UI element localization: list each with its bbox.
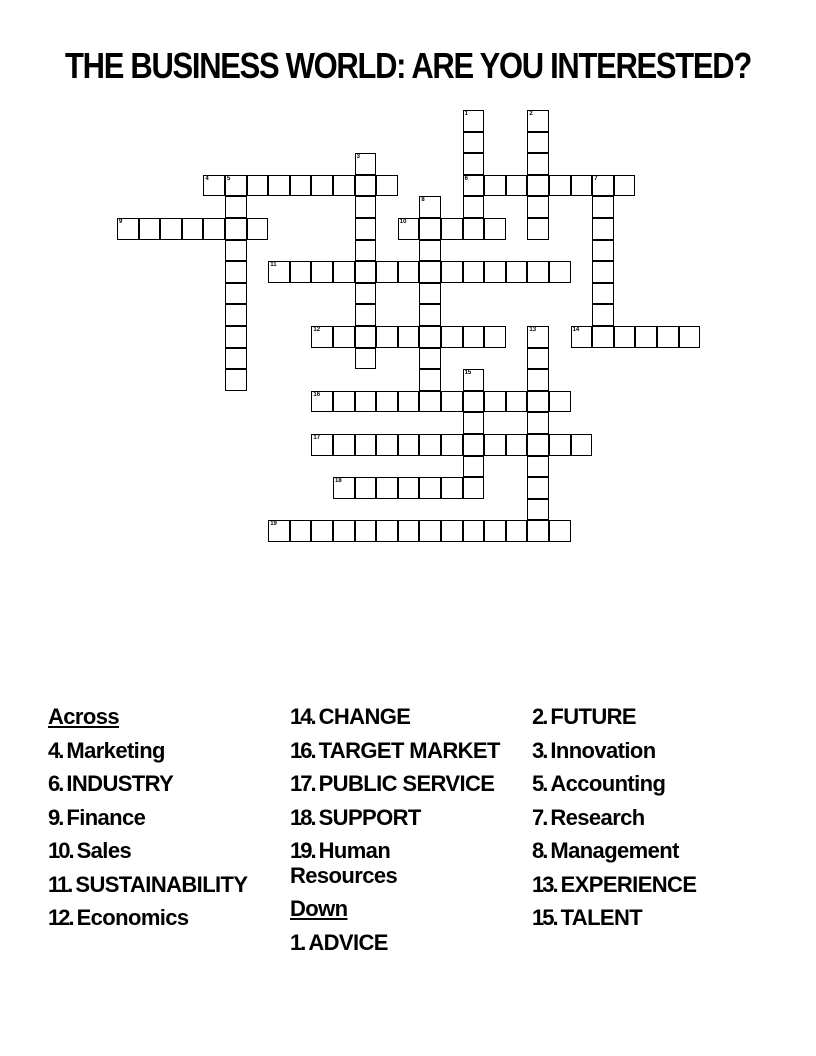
grid-cell[interactable] xyxy=(333,391,355,413)
clue-text: FUTURE xyxy=(550,704,636,729)
clue-text: TARGET MARKET xyxy=(318,737,500,763)
grid-cell[interactable] xyxy=(333,477,355,499)
grid-cell[interactable] xyxy=(463,434,485,456)
clues-column-2 xyxy=(290,700,500,959)
grid-cell[interactable] xyxy=(225,283,247,305)
grid-cell[interactable] xyxy=(657,326,679,348)
grid-cell[interactable] xyxy=(592,196,614,218)
grid-cell[interactable] xyxy=(527,326,549,348)
grid-cell[interactable] xyxy=(419,520,441,542)
grid-cell[interactable] xyxy=(463,218,485,240)
grid-cell[interactable] xyxy=(527,153,549,175)
clue-item xyxy=(290,801,500,835)
cell-number: 8 xyxy=(421,197,425,204)
grid-cell[interactable] xyxy=(139,218,161,240)
grid-cell[interactable] xyxy=(463,520,485,542)
grid-cell[interactable] xyxy=(484,218,506,240)
clue-number: 16. xyxy=(290,737,315,763)
grid-cell[interactable] xyxy=(355,391,377,413)
grid-cell[interactable] xyxy=(182,218,204,240)
grid-cell[interactable] xyxy=(527,132,549,154)
grid-cell[interactable] xyxy=(592,326,614,348)
grid-cell[interactable] xyxy=(398,477,420,499)
clue-number: 10. xyxy=(48,838,73,863)
clue-item xyxy=(532,834,696,868)
grid-cell[interactable] xyxy=(592,175,614,197)
grid-cell[interactable] xyxy=(225,348,247,370)
clue-number: 12. xyxy=(48,905,73,930)
grid-cell[interactable] xyxy=(506,520,528,542)
clue-item xyxy=(48,868,247,902)
grid-cell[interactable] xyxy=(527,175,549,197)
clue-number: 18. xyxy=(290,804,315,830)
clue-text: INDUSTRY xyxy=(66,771,174,796)
clue-number: 9. xyxy=(48,804,63,830)
clue-text: Marketing xyxy=(66,737,165,763)
clue-number: 4. xyxy=(48,737,63,763)
clue-item xyxy=(532,901,696,935)
cell-number: 7 xyxy=(594,175,598,182)
cell-number: 1 xyxy=(464,111,468,117)
grid-cell[interactable] xyxy=(592,261,614,283)
grid-cell[interactable] xyxy=(441,477,463,499)
puzzle-title: THE BUSINESS WORLD: ARE YOU INTERESTED? xyxy=(65,45,751,86)
grid-cell[interactable] xyxy=(376,326,398,348)
grid-cell[interactable] xyxy=(571,175,593,197)
grid-cell[interactable] xyxy=(355,218,377,240)
grid-cell[interactable] xyxy=(484,261,506,283)
grid-cell[interactable] xyxy=(441,434,463,456)
clue-number: 17. xyxy=(290,771,315,796)
grid-cell[interactable] xyxy=(355,240,377,262)
grid-cell[interactable] xyxy=(463,326,485,348)
grid-cell[interactable] xyxy=(527,369,549,391)
grid-cell[interactable] xyxy=(527,499,549,521)
grid-cell[interactable] xyxy=(463,369,485,391)
grid-cell[interactable] xyxy=(484,434,506,456)
clue-text: EXPERIENCE xyxy=(560,871,697,897)
cell-number: 15 xyxy=(464,370,472,377)
grid-cell[interactable] xyxy=(355,175,377,197)
clue-text: ADVICE xyxy=(308,929,388,955)
clue-number: 11. xyxy=(48,871,72,897)
grid-cell[interactable] xyxy=(549,175,571,197)
grid-cell[interactable] xyxy=(592,218,614,240)
grid-cell[interactable] xyxy=(268,175,290,197)
grid-cell[interactable] xyxy=(592,283,614,305)
grid-cell[interactable] xyxy=(398,218,420,240)
grid-cell[interactable] xyxy=(268,520,290,542)
grid-cell[interactable] xyxy=(463,456,485,478)
clue-number: 7. xyxy=(532,804,547,830)
grid-cell[interactable] xyxy=(203,218,225,240)
grid-cell[interactable] xyxy=(592,304,614,326)
grid-cell[interactable] xyxy=(333,261,355,283)
grid-cell[interactable] xyxy=(463,261,485,283)
clue-item xyxy=(48,901,247,935)
clue-number: 6. xyxy=(48,771,63,796)
grid-cell[interactable] xyxy=(441,520,463,542)
clue-item xyxy=(532,801,696,835)
grid-cell[interactable] xyxy=(441,261,463,283)
clue-number: 13. xyxy=(532,871,557,897)
grid-cell[interactable] xyxy=(463,412,485,434)
grid-cell[interactable] xyxy=(311,261,333,283)
clue-number: 19. xyxy=(290,838,315,863)
grid-cell[interactable] xyxy=(571,326,593,348)
grid-cell[interactable] xyxy=(527,412,549,434)
clue-number: 8. xyxy=(532,838,547,863)
grid-cell[interactable] xyxy=(355,153,377,175)
grid-cell[interactable] xyxy=(679,326,701,348)
grid-cell[interactable] xyxy=(506,391,528,413)
grid-cell[interactable] xyxy=(484,326,506,348)
clue-item xyxy=(290,734,500,768)
clue-item xyxy=(48,734,247,768)
grid-cell[interactable] xyxy=(419,218,441,240)
grid-cell[interactable] xyxy=(506,261,528,283)
grid-cell[interactable] xyxy=(419,434,441,456)
grid-cell[interactable] xyxy=(311,175,333,197)
grid-cell[interactable] xyxy=(419,304,441,326)
grid-cell[interactable] xyxy=(355,261,377,283)
clue-item xyxy=(290,834,420,892)
grid-cell[interactable] xyxy=(398,434,420,456)
cell-number: 19 xyxy=(270,521,277,528)
grid-cell[interactable] xyxy=(355,348,377,370)
cell-number: 10 xyxy=(399,219,407,225)
grid-cell[interactable] xyxy=(398,261,420,283)
grid-cell[interactable] xyxy=(463,153,485,175)
grid-cell[interactable] xyxy=(355,520,377,542)
clue-item xyxy=(48,834,247,868)
grid-cell[interactable] xyxy=(376,434,398,456)
grid-cell[interactable] xyxy=(419,261,441,283)
grid-cell[interactable] xyxy=(549,520,571,542)
grid-cell[interactable] xyxy=(527,391,549,413)
grid-cell[interactable] xyxy=(527,261,549,283)
clue-item xyxy=(532,700,696,734)
grid-cell[interactable] xyxy=(549,434,571,456)
grid-cell[interactable] xyxy=(355,283,377,305)
grid-cell[interactable] xyxy=(635,326,657,348)
clue-text: Human Resources xyxy=(290,838,398,888)
grid-cell[interactable] xyxy=(484,175,506,197)
grid-cell[interactable] xyxy=(484,520,506,542)
grid-cell[interactable] xyxy=(290,520,312,542)
grid-cell[interactable] xyxy=(419,283,441,305)
cell-number: 6 xyxy=(464,175,468,182)
grid-cell[interactable] xyxy=(506,434,528,456)
clue-text: SUSTAINABILITY xyxy=(75,871,248,897)
grid-cell[interactable] xyxy=(376,175,398,197)
grid-cell[interactable] xyxy=(592,240,614,262)
clue-item xyxy=(532,868,696,902)
grid-cell[interactable] xyxy=(419,240,441,262)
grid-cell[interactable] xyxy=(571,434,593,456)
clue-number: 2. xyxy=(532,704,547,729)
across-heading: Across xyxy=(48,704,119,729)
clues-column-3 xyxy=(532,700,696,935)
grid-cell[interactable] xyxy=(463,175,485,197)
grid-cell[interactable] xyxy=(290,175,312,197)
grid-cell[interactable] xyxy=(614,175,636,197)
grid-cell[interactable] xyxy=(398,391,420,413)
cell-number: 13 xyxy=(529,327,537,333)
grid-cell[interactable] xyxy=(463,477,485,499)
grid-cell[interactable] xyxy=(419,477,441,499)
clue-number: 3. xyxy=(532,737,547,763)
grid-cell[interactable] xyxy=(160,218,182,240)
cell-number: 16 xyxy=(313,391,321,398)
grid-cell[interactable] xyxy=(225,196,247,218)
clue-text: Economics xyxy=(76,905,189,930)
grid-cell[interactable] xyxy=(355,434,377,456)
cell-number: 12 xyxy=(313,327,321,333)
grid-cell[interactable] xyxy=(419,369,441,391)
grid-cell[interactable] xyxy=(527,348,549,370)
grid-cell[interactable] xyxy=(225,326,247,348)
grid-cell[interactable] xyxy=(203,175,225,197)
clue-text: CHANGE xyxy=(318,704,411,729)
cell-number: 17 xyxy=(313,435,321,441)
grid-cell[interactable] xyxy=(333,326,355,348)
grid-cell[interactable] xyxy=(376,477,398,499)
down-heading: Down xyxy=(290,896,348,921)
grid-cell[interactable] xyxy=(376,391,398,413)
cell-number: 9 xyxy=(119,219,123,225)
clues-column-1 xyxy=(48,700,247,935)
grid-cell[interactable] xyxy=(311,520,333,542)
grid-cell[interactable] xyxy=(506,175,528,197)
clue-item xyxy=(290,700,500,734)
grid-cell[interactable] xyxy=(463,132,485,154)
clue-number: 14. xyxy=(290,704,315,729)
grid-cell[interactable] xyxy=(441,218,463,240)
clue-text: Management xyxy=(550,838,679,863)
clue-item xyxy=(290,926,500,960)
grid-cell[interactable] xyxy=(311,326,333,348)
grid-cell[interactable] xyxy=(355,304,377,326)
grid-cell[interactable] xyxy=(225,175,247,197)
grid-cell[interactable] xyxy=(247,175,269,197)
clue-item xyxy=(290,767,500,801)
grid-cell[interactable] xyxy=(419,391,441,413)
grid-cell[interactable] xyxy=(290,261,312,283)
grid-cell[interactable] xyxy=(614,326,636,348)
grid-cell[interactable] xyxy=(419,348,441,370)
grid-cell[interactable] xyxy=(484,391,506,413)
clue-number: 5. xyxy=(532,771,547,796)
grid-cell[interactable] xyxy=(527,196,549,218)
clue-item xyxy=(48,801,247,835)
clue-text: Accounting xyxy=(550,771,666,796)
grid-cell[interactable] xyxy=(527,434,549,456)
grid-cell[interactable] xyxy=(527,456,549,478)
cell-number: 4 xyxy=(205,175,209,182)
grid-cell[interactable] xyxy=(333,434,355,456)
grid-cell[interactable] xyxy=(419,196,441,218)
grid-cell[interactable] xyxy=(463,110,485,132)
clue-text: Innovation xyxy=(550,737,656,763)
grid-cell[interactable] xyxy=(527,218,549,240)
cell-number: 18 xyxy=(335,478,342,485)
grid-cell[interactable] xyxy=(333,175,355,197)
grid-cell[interactable] xyxy=(355,326,377,348)
clue-text: Research xyxy=(550,804,645,830)
grid-cell[interactable] xyxy=(376,261,398,283)
grid-cell[interactable] xyxy=(527,110,549,132)
grid-cell[interactable] xyxy=(225,304,247,326)
clue-item xyxy=(532,734,696,768)
grid-cell[interactable] xyxy=(225,218,247,240)
grid-cell[interactable] xyxy=(376,520,398,542)
cell-number: 5 xyxy=(227,175,231,182)
grid-cell[interactable] xyxy=(225,369,247,391)
grid-cell[interactable] xyxy=(225,261,247,283)
grid-cell[interactable] xyxy=(441,326,463,348)
grid-cell[interactable] xyxy=(398,520,420,542)
cell-number: 14 xyxy=(572,327,580,333)
clue-text: Sales xyxy=(76,838,132,863)
clue-item xyxy=(48,767,247,801)
grid-cell[interactable] xyxy=(398,326,420,348)
grid-cell[interactable] xyxy=(463,196,485,218)
grid-cell[interactable] xyxy=(527,477,549,499)
grid-cell[interactable] xyxy=(117,218,139,240)
grid-cell[interactable] xyxy=(549,391,571,413)
clue-number: 1. xyxy=(290,929,305,955)
grid-cell[interactable] xyxy=(355,196,377,218)
grid-cell[interactable] xyxy=(247,218,269,240)
grid-cell[interactable] xyxy=(268,261,290,283)
grid-cell[interactable] xyxy=(463,391,485,413)
grid-cell[interactable] xyxy=(441,391,463,413)
clue-text: TALENT xyxy=(560,905,643,930)
grid-cell[interactable] xyxy=(419,326,441,348)
grid-cell[interactable] xyxy=(333,520,355,542)
grid-cell[interactable] xyxy=(311,434,333,456)
clue-text: PUBLIC SERVICE xyxy=(318,771,495,796)
grid-cell[interactable] xyxy=(355,477,377,499)
clue-text: Finance xyxy=(66,804,146,830)
clue-text: SUPPORT xyxy=(318,804,421,830)
cell-number: 2 xyxy=(529,111,533,117)
grid-cell[interactable] xyxy=(311,391,333,413)
cell-number: 3 xyxy=(356,154,360,161)
clue-number: 15. xyxy=(532,905,557,930)
clue-item xyxy=(532,767,696,801)
grid-cell[interactable] xyxy=(527,520,549,542)
grid-cell[interactable] xyxy=(549,261,571,283)
cell-number: 11 xyxy=(270,262,277,269)
grid-cell[interactable] xyxy=(225,240,247,262)
